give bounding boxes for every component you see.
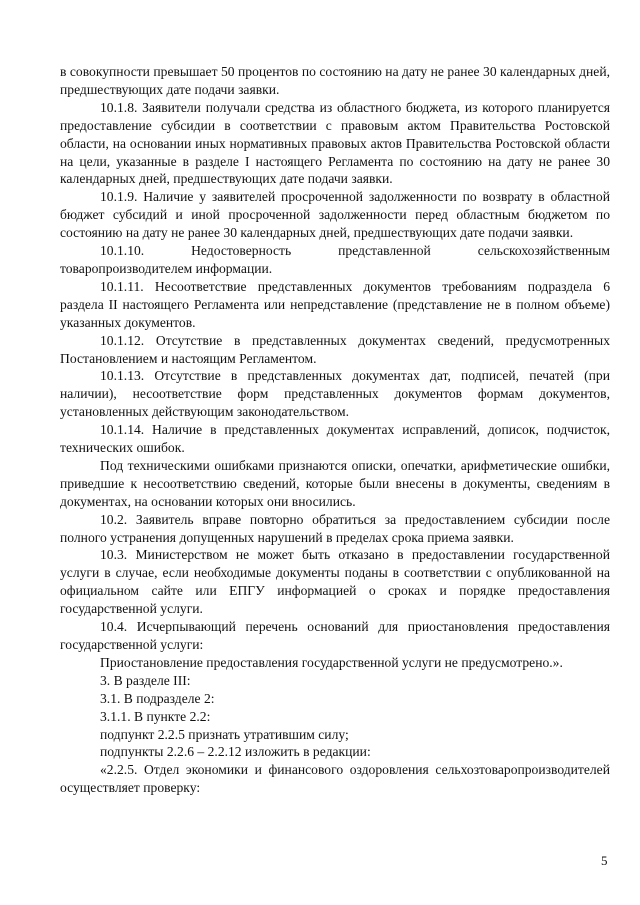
paragraph-10-1-8: 10.1.8. Заявители получали средства из областного бюджета, из которого планируется предоставление субсидии в соответствии с правовым актом Правительства Ростовской области, на основании иных нормативных правовых актов Правительства Ростовской области на цели, указанные в разделе I настоящего Регламента по состоянию на дату не ранее 30 календарных дней, предшествующих дате подачи заявки. [60,99,610,187]
paragraph-10-1-13: 10.1.13. Отсутствие в представленных документах дат, подписей, печатей (при наличии), несоответствие форм представленных документов формам документов, установленных действующим законодательством. [60,368,610,420]
paragraph-10-1-11: 10.1.11. Несоответствие представленных документов требованиям подраздела 6 раздела II настоящего Регламента или непредставление (представление не в полном объеме) указанных документов. [60,278,610,330]
paragraph-item-3-1-1: 3.1.1. В пункте 2.2: [100,708,211,724]
paragraph-subsection-3-1: 3.1. В подразделе 2: [100,690,215,706]
paragraph-technical-errors: Под техническими ошибками признаются описки, опечатки, арифметические ошибки, приведшие к несоответствию сведений, которые были внесены в документы, сведениям в документах, на основании которых они вносились. [60,457,610,509]
paragraph-quoted-2-2-5: «2.2.5. Отдел экономики и финансового оздоровления сельхозтоваропроизводителей осуществляет проверку: [60,762,610,796]
paragraph-10-1-14: 10.1.14. Наличие в представленных документах исправлений, дописок, подчисток, технических ошибок. [60,422,610,456]
paragraph-10-1-9: 10.1.9. Наличие у заявителей просроченной задолженности по возврату в областной бюджет субсидий и иной просроченной задолженности перед областным бюджетом по состоянию на дату не ранее 30 календарных дней, предшествующих дате подачи заявки. [60,189,610,241]
paragraph-section-3: 3. В разделе III: [100,672,191,688]
paragraph-subitems-2-2-6-12: подпункты 2.2.6 – 2.2.12 изложить в редакции: [100,744,371,760]
page-number: 5 [601,853,608,868]
paragraph-subitem-2-2-5: подпункт 2.2.5 признать утратившим силу; [100,726,349,742]
paragraph-10-1-12: 10.1.12. Отсутствие в представленных документах сведений, предусмотренных Постановлением и настоящим Регламентом. [60,332,610,366]
paragraph-10-2: 10.2. Заявитель вправе повторно обратиться за предоставлением субсидии после полного устранения допущенных нарушений в пределах срока приема заявки. [60,511,610,545]
paragraph-10-4: 10.4. Исчерпывающий перечень оснований для приостановления предоставления государственной услуги: [60,619,610,652]
paragraph-suspension: Приостановление предоставления государственной услуги не предусмотрено.». [100,654,563,670]
paragraph-10-3: 10.3. Министерством не может быть отказано в предоставлении государственной услуги в случае, если необходимые документы поданы в соответствии с опубликованной на официальном сайте или ЕПГУ информацией о сроках и порядке предоставления государственной услуги. [60,547,610,617]
document-body [60,63,610,797]
paragraph-10-1-10: 10.1.10. Недостоверность представленной сельскохозяйственным товаропроизводителем информации. [60,243,610,276]
paragraph-continuation: в совокупности превышает 50 процентов по состоянию на дату не ранее 30 календарных дней, предшествующих дате подачи заявки. [60,64,610,97]
